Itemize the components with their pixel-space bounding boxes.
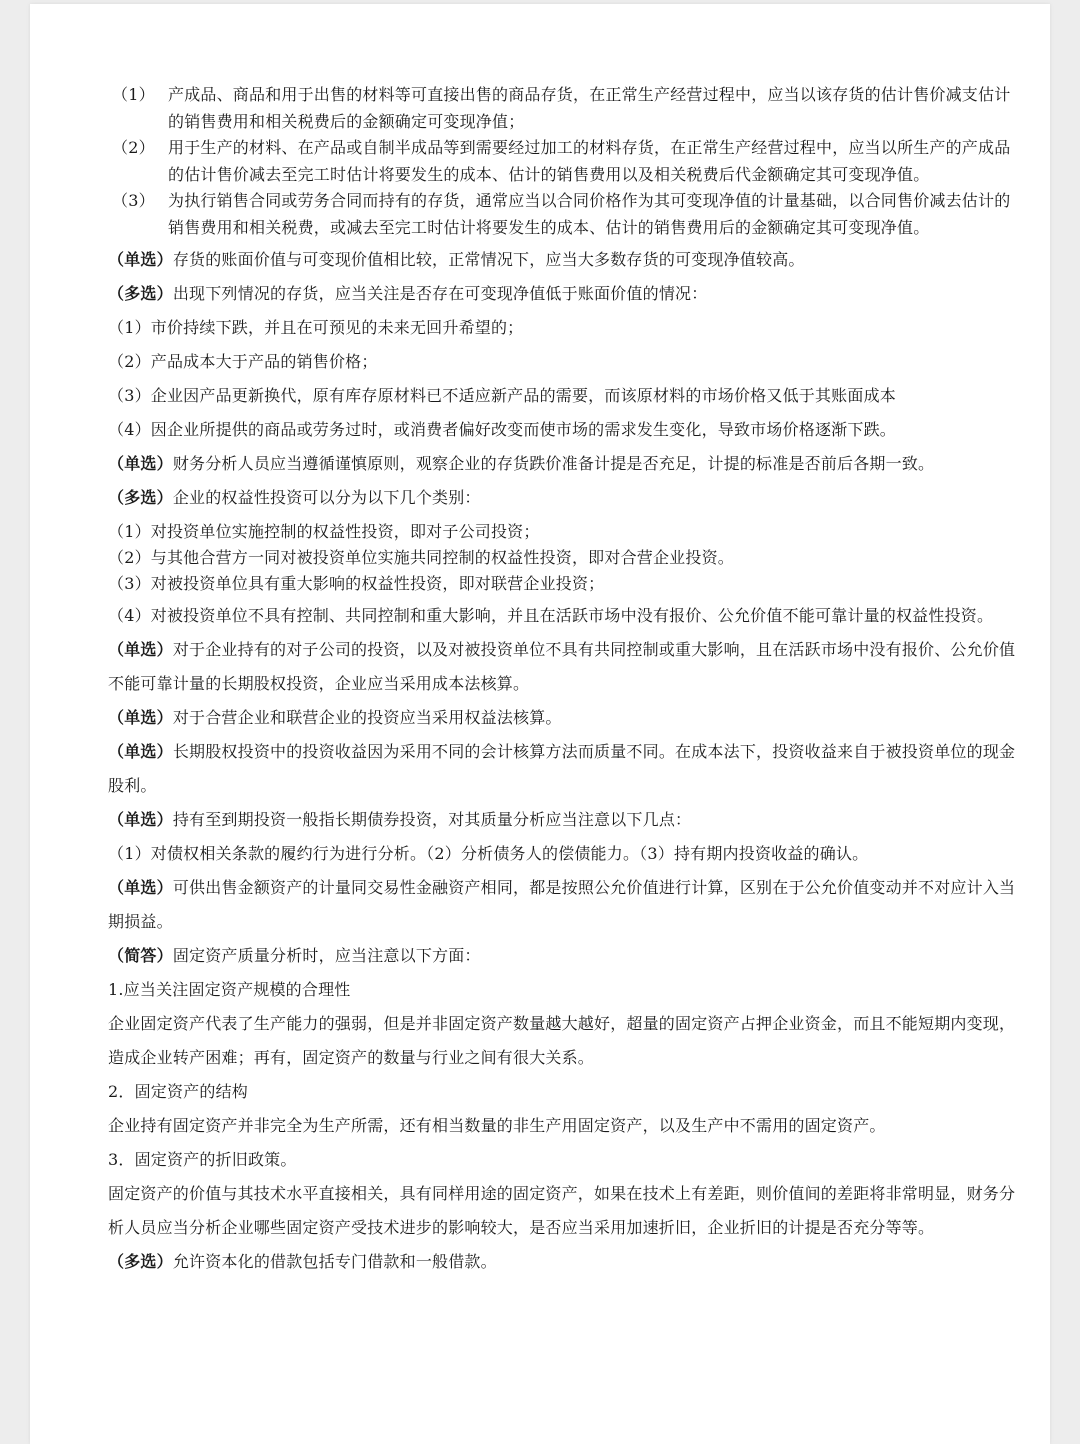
list-item: （3）企业因产品更新换代，原有库存原材料已不适应新产品的需要，而该原材料的市场价格又低于其账面成本 [108,386,896,405]
item-number: （3） [112,191,155,210]
section-heading: 1.应当关注固定资产规模的合理性 [108,980,351,999]
list-item: （4）因企业所提供的商品或劳务过时，或消费者偏好改变而使市场的需求发生变化，导致市场价格逐渐下跌。 [108,420,896,439]
question-text: 对于合营企业和联营企业的投资应当采用权益法核算。 [172,708,562,727]
question-tag: （简答） [108,946,173,965]
question-paragraph [108,939,1024,973]
question-text: 持有至到期投资一般指长期债券投资，对其质量分析应当注意以下几点： [172,810,692,829]
list-item: （2）与其他合营方一同对被投资单位实施共同控制的权益性投资，即对合营企业投资。 [108,548,734,567]
list-item [108,82,1024,135]
question-paragraph [108,243,1024,277]
item-text: 为执行销售合同或劳务合同而持有的存货，通常应当以合同价格作为其可变现净值的计量基础，以合同售价减去估计的销售费用和相关税费，或减去至完工时估计将要发生的成本、估计的销售费用后的金额确定其可变现净值。 [168,191,1011,237]
item-number: （2） [112,138,155,157]
question-text: 长期股权投资中的投资收益因为采用不同的会计核算方法而质量不同。在成本法下，投资收益来自于被投资单位的现金股利。 [108,742,1016,795]
question-paragraph [108,481,1024,515]
question-tag: （单选） [108,454,173,473]
list-item: （3）对被投资单位具有重大影响的权益性投资，即对联营企业投资； [108,574,605,593]
body-paragraph: 企业固定资产代表了生产能力的强弱，但是并非固定资产数量越大越好，超量的固定资产占押企业资金，而且不能短期内变现，造成企业转产困难；再有，固定资产的数量与行业之间有很大关系。 [108,1014,1016,1067]
question-text: 出现下列情况的存货，应当关注是否存在可变现净值低于账面价值的情况： [172,284,708,303]
question-tag: （多选） [108,1252,173,1271]
question-tag: （多选） [108,488,173,507]
body-paragraph: 企业持有固定资产并非完全为生产所需，还有相当数量的非生产用固定资产，以及生产中不需用的固定资产。 [108,1116,886,1135]
question-paragraph [108,701,1024,735]
section-heading: 3．固定资产的折旧政策。 [108,1150,297,1169]
question-paragraph [108,633,1024,701]
section-heading: 2．固定资产的结构 [108,1082,248,1101]
question-paragraph [108,803,1024,837]
question-text: 可供出售金额资产的计量同交易性金融资产相同，都是按照公允价值进行计算，区别在于公允价值变动并不对应计入当期损益。 [108,878,1016,931]
question-tag: （单选） [108,708,173,727]
list-item: （4）对被投资单位不具有控制、共同控制和重大影响，并且在活跃市场中没有报价、公允价值不能可靠计量的权益性投资。 [108,606,994,625]
question-paragraph [108,735,1024,803]
list-item: （1）对投资单位实施控制的权益性投资，即对子公司投资； [108,522,540,541]
item-text: 用于生产的材料、在产品或自制半成品等到需要经过加工的材料存货，在正常生产经营过程中，应当以所生产的产成品的估计售价减去至完工时估计将要发生的成本、估计的销售费用以及相关税费后代金额确定其可变现净值。 [168,138,1011,184]
question-paragraph [108,447,1024,481]
question-text: 固定资产质量分析时，应当注意以下方面： [172,946,481,965]
question-tag: （单选） [108,250,173,269]
question-tag: （单选） [108,878,173,897]
question-paragraph [108,1245,1024,1279]
list-item: （1）市价持续下跌，并且在可预见的未来无回升希望的； [108,318,524,337]
question-paragraph [108,871,1024,939]
question-tag: （多选） [108,284,173,303]
document-page [30,4,1050,1444]
question-text: 存货的账面价值与可变现价值相比较，正常情况下，应当大多数存货的可变现净值较高。 [172,250,805,269]
question-text: 允许资本化的借款包括专门借款和一般借款。 [172,1252,497,1271]
question-text: 企业的权益性投资可以分为以下几个类别： [172,488,481,507]
list-item [108,188,1024,241]
list-item [108,135,1024,188]
list-item: （1）对债权相关条款的履约行为进行分析。（2）分析债务人的偿债能力。（3）持有期内投资收益的确认。 [108,844,869,863]
question-text: 对于企业持有的对子公司的投资，以及对被投资单位不具有共同控制或重大影响，且在活跃市场中没有报价、公允价值不能可靠计量的长期股权投资，企业应当采用成本法核算。 [108,640,1016,693]
question-tag: （单选） [108,810,173,829]
document-body [108,82,1024,1279]
question-tag: （单选） [108,640,173,659]
item-number: （1） [112,85,155,104]
question-text: 财务分析人员应当遵循谨慎原则，观察企业的存货跌价准备计提是否充足，计提的标准是否前后各期一致。 [172,454,935,473]
list-item: （2）产品成本大于产品的销售价格； [108,352,378,371]
question-paragraph [108,277,1024,311]
item-text: 产成品、商品和用于出售的材料等可直接出售的商品存货，在正常生产经营过程中，应当以该存货的估计售价减支估计的销售费用和相关税费后的金额确定可变现净值； [168,85,1011,131]
body-paragraph: 固定资产的价值与其技术水平直接相关，具有同样用途的固定资产，如果在技术上有差距，则价值间的差距将非常明显，财务分析人员应当分析企业哪些固定资产受技术进步的影响较大，是否应当采用加速折旧，企业折旧的计提是否充分等等。 [108,1184,1016,1237]
question-tag: （单选） [108,742,173,761]
